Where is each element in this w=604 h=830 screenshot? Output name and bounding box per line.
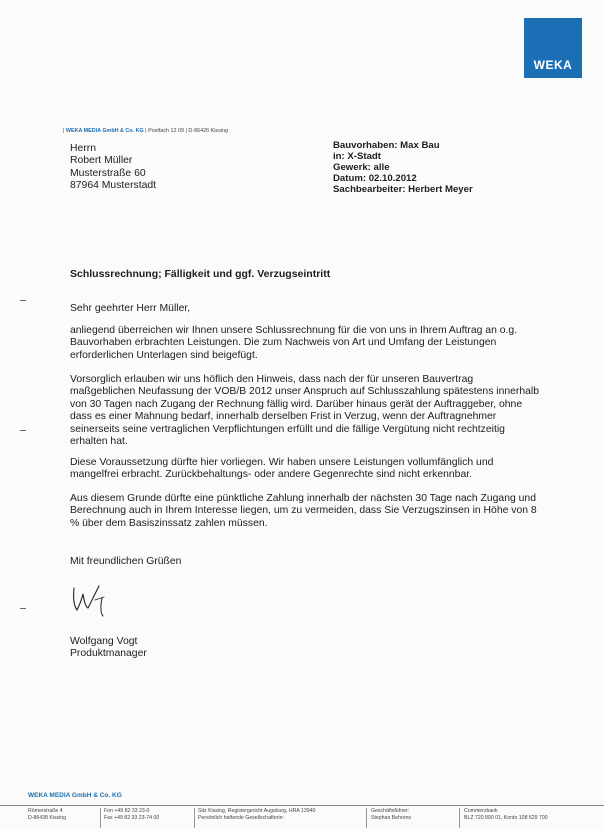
footer-address (28, 808, 66, 822)
weka-logo-text: WEKA (533, 58, 573, 72)
p1-line-1: anliegend überreichen wir Ihnen unsere Schlussrechnung für die von uns in Ihrem Auftrag an o.g. (70, 325, 518, 336)
p4-line-2: Berechnung auch in Ihrem Interesse liegen, um zu vermeiden, dass Sie Verzugszinsen in Höhe von 8 (70, 505, 537, 517)
signer-name: Wolfgang Vogt (70, 636, 138, 647)
footer-bank-line-1: Commerzbank (464, 808, 498, 814)
recipient-line-2: Robert Müller (70, 155, 133, 167)
sender-pipe: | (63, 128, 65, 134)
p1-line-2: Bauvorhaben erbrachten Leistungen. Die zum Nachweis von Art und Umfang der Leistungen (70, 337, 497, 349)
p4-line-1: Aus diesem Grunde dürfte eine pünktliche Zahlung innerhalb der nächsten 30 Tage nach Zugang und (70, 493, 536, 504)
recipient-line-4: 87964 Musterstadt (70, 179, 157, 191)
project-ort: in: X-Stadt (333, 150, 381, 162)
project-gewerk: Gewerk: alle (333, 161, 390, 173)
footer-phone-line-2: Fax +49 82 33 23-74 00 (104, 815, 160, 821)
p2-line-3: von 30 Tagen nach Zugang der Rechnung fällig wird. Darüber hinaus gerät der Auftraggeber, ohne (70, 398, 523, 410)
footer-bank-line-2: BLZ 720 800 01, Konto 108 629 700 (464, 815, 548, 821)
paragraph-2 (70, 374, 550, 448)
footer-register (198, 808, 315, 822)
paragraph-4 (70, 493, 550, 530)
sender-postfach: | Postfach 12 09 | D-86426 Kissing (145, 128, 228, 134)
p3-line-1: Diese Voraussetzung dürfte hier vorliegen. Wir haben unsere Leistungen vollumfänglich und (70, 457, 494, 468)
recipient-line-3: Musterstraße 60 (70, 167, 146, 179)
project-info-block (333, 141, 473, 196)
salutation: Sehr geehrter Herr Müller, (70, 303, 191, 314)
footer-bank (464, 808, 548, 822)
footer-management (371, 808, 411, 822)
footer-separator (459, 808, 460, 828)
p2-line-2: maßgeblichen Neufassung der VOB/B 2012 unser Anspruch auf Schlusszahlung spätestens innerhalb (70, 386, 540, 398)
weka-logo (524, 18, 582, 78)
footer-register-line-1: Sitz Kissing, Registergericht Augsburg, HRA 13940 (198, 808, 316, 814)
footer-management-line-2: Stephan Behrens (371, 815, 412, 821)
p4-line-3: % über dem Basiszinssatz zahlen müssen. (70, 517, 268, 529)
footer-separator (366, 808, 367, 828)
footer-divider (0, 805, 604, 806)
footer-address-line-2: D-86438 Kissing (28, 815, 67, 821)
footer-register-line-2: Persönlich haftende Gesellschafterin: (198, 815, 284, 821)
project-bauvorhaben: Bauvorhaben: Max Bau (333, 140, 440, 151)
footer-separator (100, 808, 101, 828)
footer-phone-line-1: Fon +49 82 33 23-0 (104, 808, 150, 814)
footer-address-line-1: Römerstraße 4 (28, 808, 63, 814)
signer-title: Produktmanager (70, 648, 147, 660)
project-datum: Datum: 02.10.2012 (333, 172, 417, 184)
fold-mark-bottom (20, 608, 26, 609)
footer-management-line-1: Geschäftsführer: (371, 808, 410, 814)
closing-greeting: Mit freundlichen Grüßen (70, 556, 182, 567)
recipient-address (70, 143, 156, 192)
handwritten-signature (64, 580, 144, 620)
p1-line-3: erforderlichen Unterlagen sind beigefügt. (70, 349, 258, 361)
punch-mark (20, 430, 26, 431)
letter-subject: Schlussrechnung; Fälligkeit und ggf. Verzugseintritt (70, 268, 331, 280)
sender-brand: WEKA MEDIA GmbH & Co. KG (65, 128, 144, 134)
footer-brand: WEKA MEDIA GmbH & Co. KG (28, 792, 122, 799)
paragraph-3 (70, 457, 550, 482)
recipient-line-1: Herrn (70, 143, 96, 154)
p2-line-4: dass es einer Mahnung bedarf, innerhalb derselben Frist in Verzug, wenn der Auftragnehmer (70, 411, 497, 423)
footer-separator (194, 808, 195, 828)
signer-block (70, 636, 550, 661)
footer-phone (104, 808, 159, 822)
p2-line-5: seinerseits seine vertraglichen Verpflichtungen erfüllt und die fällige Vergütung nicht rechtzeitig (70, 423, 505, 435)
project-sachbearbeiter: Sachbearbeiter: Herbert Meyer (333, 183, 473, 195)
sender-return-address (63, 128, 228, 134)
paragraph-1 (70, 325, 550, 362)
p2-line-6: erhalten hat. (70, 436, 128, 448)
p3-line-2: mangelfrei erbracht. Zurückbehaltungs- oder andere Gegenrechte sind nicht erkennbar. (70, 469, 473, 481)
fold-mark-top (20, 300, 26, 301)
p2-line-1: Vorsorglich erlauben wir uns höflich den Hinweis, dass nach der für unseren Bauvertrag (70, 374, 474, 385)
